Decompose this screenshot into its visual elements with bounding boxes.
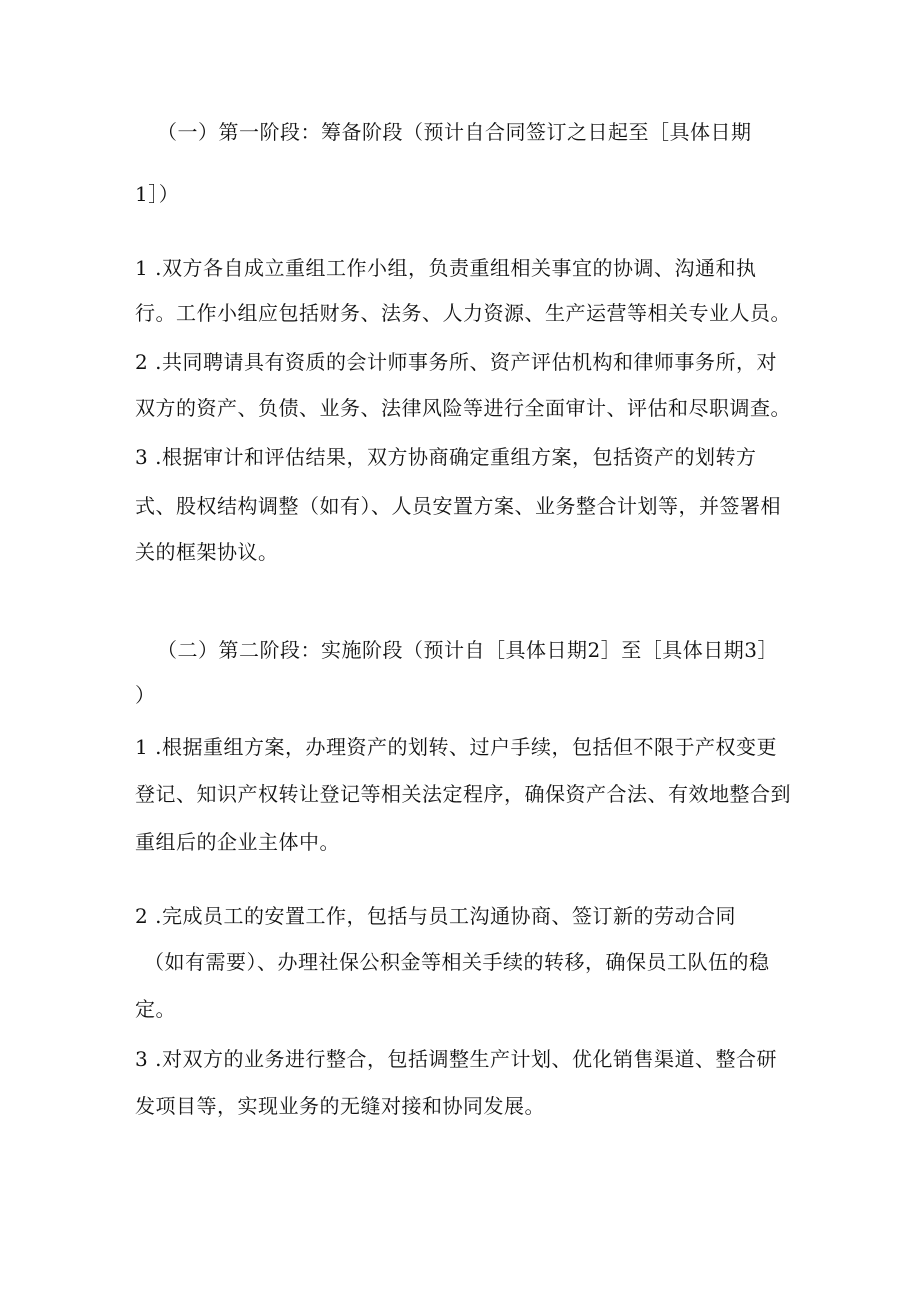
section1-item3: 3 .根据审计和评估结果，双方协商确定重组方案，包括资产的划转方 xyxy=(135,445,757,469)
section1-item1-cont: 行。工作小组应包括财务、法务、人力资源、生产运营等相关专业人员。 xyxy=(135,301,791,325)
section1-item3-cont: 式、股权结构调整（如有）、人员安置方案、业务整合计划等，并签署相 xyxy=(135,494,781,518)
section1-heading: （一）第一阶段：筹备阶段（预计自合同签订之日起至［具体日期 xyxy=(157,120,752,144)
section2-item1-cont: 登记、知识产权转让登记等相关法定程序，确保资产合法、有效地整合到 xyxy=(135,782,791,806)
section1-item3-cont2: 关的框架协议。 xyxy=(135,540,279,564)
section2-item3: 3 .对双方的业务进行整合，包括调整生产计划、优化销售渠道、整合研 xyxy=(135,1047,777,1071)
section2-item1: 1 .根据重组方案，办理资产的划转、过户手续，包括但不限于产权变更 xyxy=(135,735,777,759)
section1-item2: 2 .共同聘请具有资质的会计师事务所、资产评估机构和律师事务所，对 xyxy=(135,350,777,374)
section2-heading: （二）第二阶段：实施阶段（预计自［具体日期2］至［具体日期3］ xyxy=(157,638,778,662)
section1-item1: 1 .双方各自成立重组工作小组，负责重组相关事宜的协调、沟通和执 xyxy=(135,256,757,280)
section2-heading-cont: ） xyxy=(135,683,156,707)
section1-item2-cont: 双方的资产、负债、业务、法律风险等进行全面审计、评估和尽职调查。 xyxy=(135,396,791,420)
section2-item1-cont2: 重组后的企业主体中。 xyxy=(135,830,340,854)
section2-item2-cont: （如有需要）、办理社保公积金等相关手续的转移，确保员工队伍的稳 xyxy=(144,950,770,974)
section2-item2-cont2: 定。 xyxy=(135,997,176,1021)
section1-heading-cont: 1］） xyxy=(135,182,180,206)
section2-item2: 2 .完成员工的安置工作，包括与员工沟通协商、签订新的劳动合同 xyxy=(135,904,736,928)
section2-item3-cont: 发项目等，实现业务的无缝对接和协同发展。 xyxy=(135,1094,545,1118)
